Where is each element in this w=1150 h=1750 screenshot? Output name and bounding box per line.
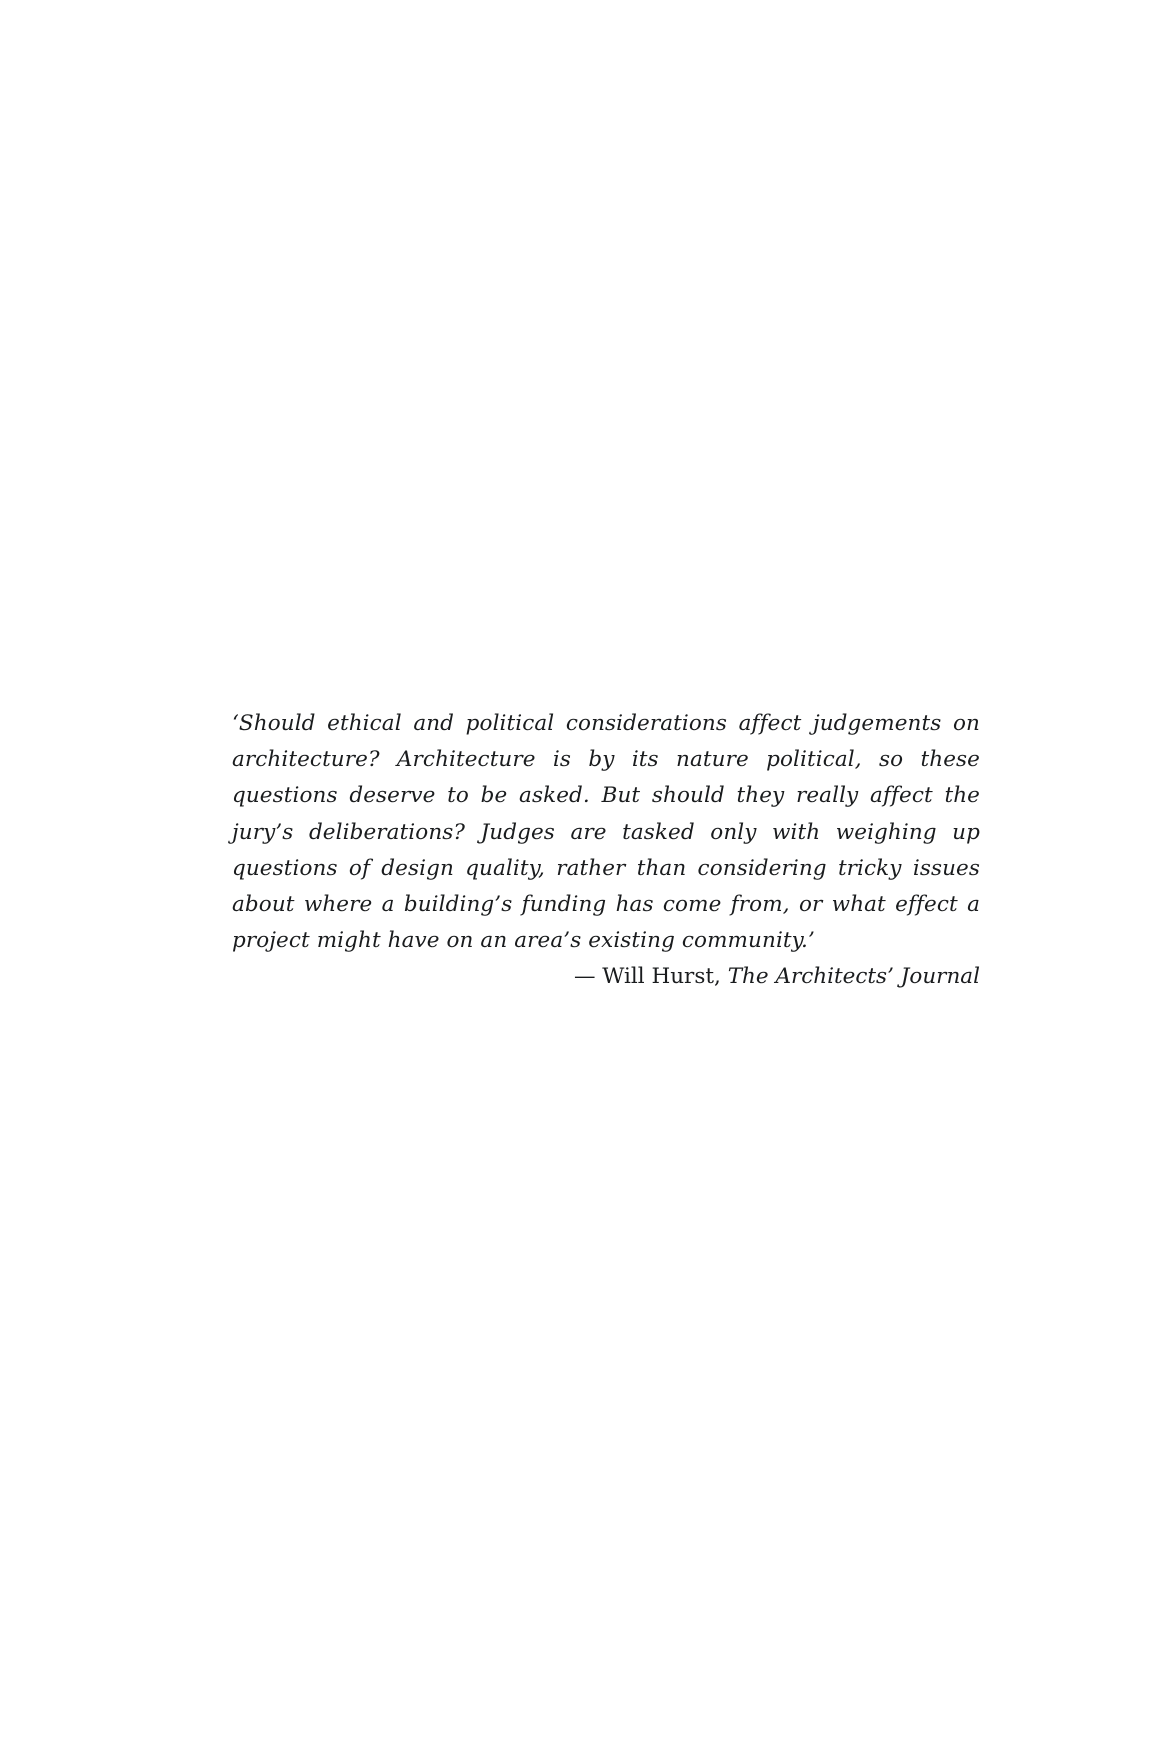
attribution-source: The Architects’ Journal (727, 964, 980, 989)
pull-quote (232, 706, 980, 959)
quote-text: ‘Should ethical and political considerations affect judgements on architecture? Architecture is by its nature political, so these questions deserve to be asked. But should they really affect the jury’s deliberations? Judges are tasked only with weighing up questions of design quality, rather than considering tricky issues about where a building’s funding has come from, or what effect a project might have on an area’s existing community.’ (232, 711, 980, 954)
attribution-dash: — (573, 964, 596, 989)
attribution-author: Will Hurst, (602, 964, 721, 989)
quote-attribution (232, 962, 980, 992)
